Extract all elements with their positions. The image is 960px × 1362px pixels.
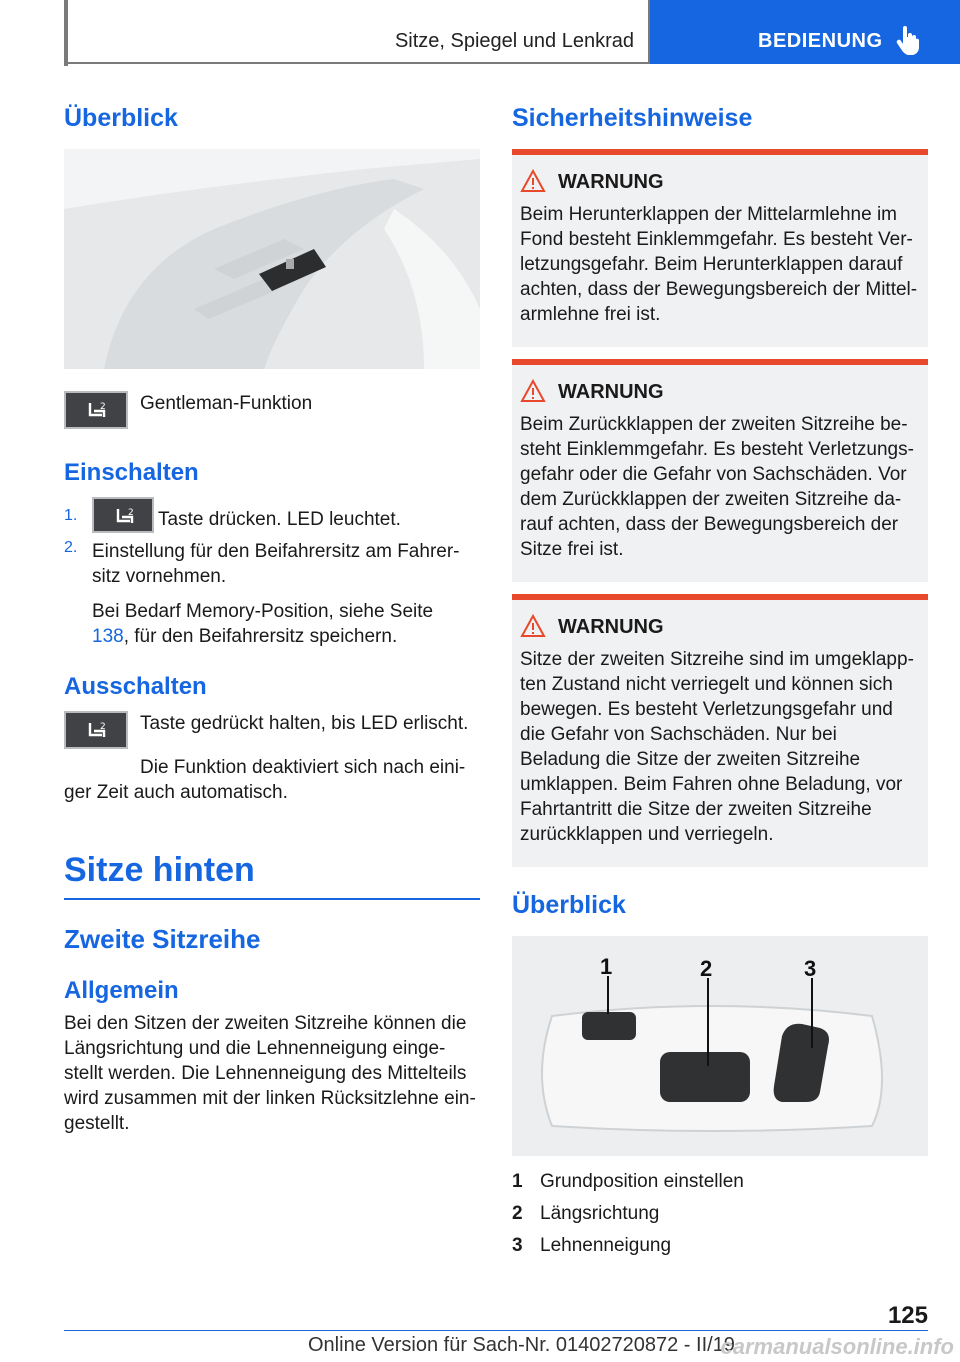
warning-title-text-2: WARNUNG (558, 381, 664, 403)
warning-box-1 (512, 149, 928, 347)
seat-switch-photo (512, 936, 928, 1156)
legend-label-1: Grundposition einstellen (540, 1171, 744, 1192)
gentleman-button-icon (64, 391, 128, 429)
warning-text-1: Beim Herunterklappen der Mittelarmlehne im Fond besteht Einklemmgefahr. Es besteht Ver-letzungsgefahr. Beim Herunterklappen darauf achten, dass der Bewegungsbereich der Mittel-armlehne frei ist. (520, 204, 918, 325)
warning-title-1 (558, 171, 920, 194)
legend-label-2: Längsrichtung (540, 1203, 660, 1224)
legend-num-1: 1 (512, 1171, 523, 1192)
step-1-text: Taste drücken. LED leuchtet. (158, 509, 401, 530)
header-bottom-rule (64, 62, 650, 64)
general-text: Bei den Sitzen der zweiten Sitzreihe können die Längsrichtung und die Lehnenneigung einge-stellt werden. Die Lehnenneigung des Mittelteils wird zusammen mit der linken Rücksitzlehne ein-gestellt. (64, 1013, 476, 1134)
legend-label-3: Lehnenneigung (540, 1235, 672, 1256)
legend-item-3 (512, 1230, 928, 1262)
watermark: carmanualsonline.info (720, 1334, 954, 1359)
callout-1: 1 (600, 954, 613, 979)
rear-seats-heading: Sitze hinten (64, 851, 255, 889)
step-2-num: 2. (64, 539, 78, 556)
step-2 (64, 539, 480, 649)
header-tab-label: BEDIENUNG (758, 30, 883, 52)
footer-text: Online Version für Sach-Nr. 01402720872 - II/19 (308, 1334, 735, 1356)
warning-text-2: Beim Zurückklappen der zweiten Sitzreihe be-steht Einklemmgefahr. Es besteht Verletzungs-gefahr oder die Gefahr von Sachschäden. Vor dem Zurückklappen der zweiten Sitzreihe da-rauf achten, dass der Bewegungsbereich der Sitze frei ist. (520, 414, 914, 560)
legend-item-1 (512, 1166, 928, 1198)
step-2-extra (92, 599, 472, 649)
svg-text:2: 2 (100, 722, 106, 732)
seat-switch-illustration (512, 936, 928, 1156)
warning-triangle-icon (520, 614, 546, 638)
page-link-138[interactable]: 138 (92, 626, 124, 647)
warning-triangle-icon (520, 169, 546, 193)
overview-heading-right: Überblick (512, 891, 626, 919)
warning-triangle-icon (520, 379, 546, 403)
armrest-illustration (64, 149, 480, 369)
svg-text:2: 2 (100, 402, 106, 412)
warning-title-3 (558, 616, 920, 639)
step-1 (64, 497, 480, 533)
warning-title-text-1: WARNUNG (558, 171, 664, 193)
overview-heading: Überblick (64, 104, 178, 132)
gentleman-button-icon (92, 497, 154, 533)
rear-seats-rule (64, 898, 480, 900)
step-2-extra-post: , für den Beifahrersitz speichern. (123, 626, 398, 647)
legend-num-2: 2 (512, 1203, 523, 1224)
right-column (512, 96, 928, 1262)
switch-off-text: Taste gedrückt halten, bis LED erlischt. (140, 713, 469, 734)
warning-box-3 (512, 594, 928, 867)
step-2-extra-pre: Bei Bedarf Memory-Position, siehe Seite (92, 601, 434, 622)
svg-text:2: 2 (128, 508, 134, 518)
page-number: 125 (887, 1302, 928, 1329)
gentleman-button-icon (64, 711, 128, 749)
armrest-photo (64, 149, 480, 369)
legend-item-2 (512, 1198, 928, 1230)
switch-off-text2: Die Funktion deaktiviert sich nach eini-ger Zeit auch automatisch. (64, 757, 466, 803)
left-column (64, 96, 480, 1136)
warning-title-2 (558, 381, 920, 404)
warning-text-3: Sitze der zweiten Sitzreihe sind im umgeklapp-ten Zustand nicht verriegelt und können sich bewegen. Es besteht Verletzungsgefahr und die Gefahr von Sachschäden. Nur bei Beladung die Sitze der zweiten Sitzreihe umklappen. Beim Fahren ohne Beladung, vor Fahrtantritt die Sitze der zweiten Sitzreihe zurückklappen und verriegeln. (520, 649, 914, 845)
switch-off-heading: Ausschalten (64, 673, 207, 700)
safety-heading: Sicherheitshinweise (512, 104, 753, 132)
second-row-heading: Zweite Sitzreihe (64, 924, 261, 954)
header-section-title: Sitze, Spiegel und Lenkrad (394, 30, 634, 52)
legend-num-3: 3 (512, 1235, 523, 1256)
hand-pointer-icon (896, 26, 920, 56)
header-tab-bedienung[interactable] (650, 0, 960, 64)
switch-off-row (64, 711, 480, 749)
step-1-num: 1. (64, 507, 78, 524)
warning-title-text-3: WARNUNG (558, 616, 664, 638)
warning-box-2 (512, 359, 928, 582)
callout-3: 3 (804, 956, 817, 981)
footer-rule (64, 1330, 928, 1331)
step-2-text: Einstellung für den Beifahrersitz am Fahrer-sitz vornehmen. (92, 541, 460, 587)
callout-2: 2 (700, 956, 713, 981)
switch-on-heading: Einschalten (64, 459, 199, 486)
general-heading: Allgemein (64, 977, 179, 1004)
seat-switch-legend (512, 1166, 928, 1262)
header-left-rule (64, 0, 68, 66)
gentleman-label: Gentleman-Funktion (140, 393, 313, 414)
switch-on-steps (64, 497, 480, 649)
